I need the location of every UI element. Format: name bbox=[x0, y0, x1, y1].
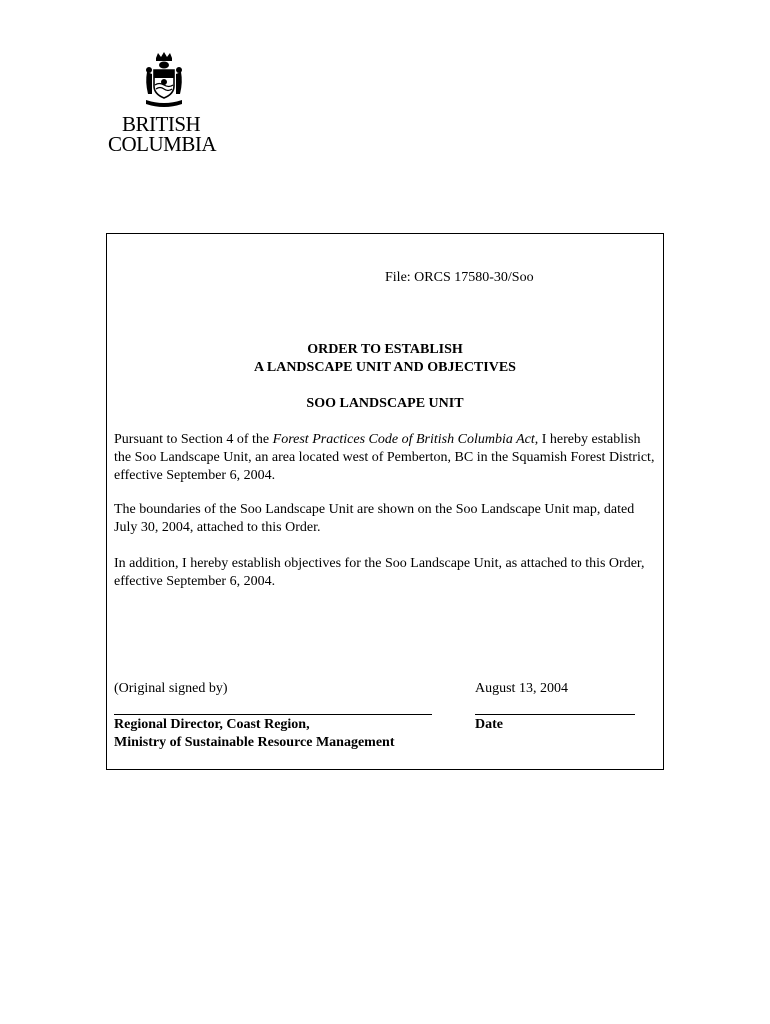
date-line bbox=[475, 714, 635, 715]
logo-text-columbia: COLUMBIA bbox=[108, 132, 217, 156]
paragraph-establishment-rest: , I hereby establish the Soo Landscape Unit, an area located west of Pemberton, BC in the Squamish Forest District, effective September 6, 2004. bbox=[114, 432, 655, 483]
bc-coat-of-arms-icon bbox=[144, 52, 184, 110]
paragraph-boundaries: The boundaries of the Soo Landscape Unit are shown on the Soo Landscape Unit map, dated July 30, 2004, attached to this Order. bbox=[114, 502, 635, 535]
paragraph-objectives: In addition, I hereby establish objectives for the Soo Landscape Unit, as attached to this Order, effective September 6, 2004. bbox=[114, 556, 645, 589]
paragraph-establishment-intro: Pursuant to Section 4 of the bbox=[114, 432, 273, 447]
act-name: Forest Practices Code of British Columbia Act bbox=[272, 432, 535, 447]
original-signed-note: (Original signed by) bbox=[114, 681, 228, 696]
title-line-1: ORDER TO ESTABLISH bbox=[307, 342, 463, 357]
bc-logo bbox=[100, 52, 228, 160]
date-label: Date bbox=[475, 717, 503, 732]
file-reference: File: ORCS 17580-30/Soo bbox=[385, 270, 534, 285]
title-line-2: A LANDSCAPE UNIT AND OBJECTIVES bbox=[254, 360, 516, 375]
logo-text-british: BRITISH bbox=[122, 112, 201, 136]
order-frame bbox=[106, 233, 664, 770]
landscape-unit-title: SOO LANDSCAPE UNIT bbox=[306, 396, 464, 411]
signature-date: August 13, 2004 bbox=[475, 681, 568, 696]
paragraph-establishment bbox=[114, 431, 659, 485]
signature-line bbox=[114, 714, 432, 715]
signatory-title: Regional Director, Coast Region, bbox=[114, 717, 310, 732]
signatory-ministry: Ministry of Sustainable Resource Management bbox=[114, 735, 395, 750]
